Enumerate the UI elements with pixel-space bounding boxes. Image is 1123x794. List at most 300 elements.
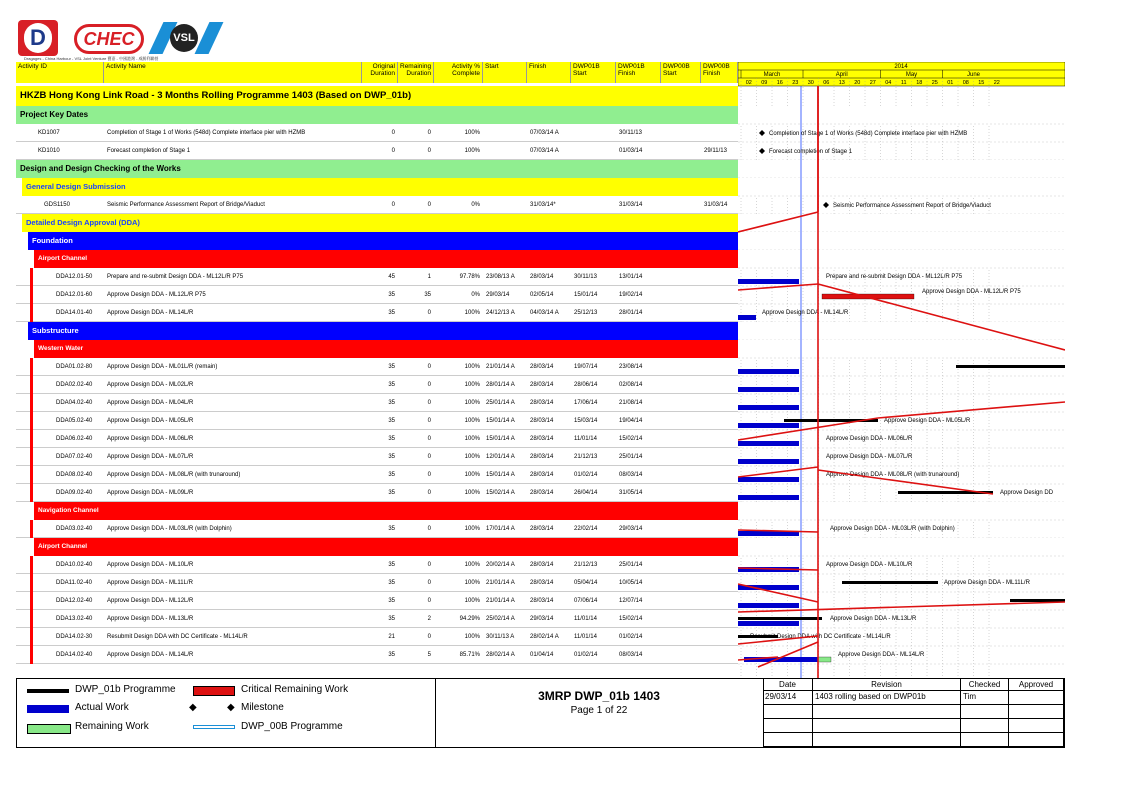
dwp00b-swatch [193,725,235,729]
bar-label: Approve Design DDA - ML08L/R (with trunaround) [826,472,960,478]
wbs-band-label: Airport Channel [38,255,88,262]
cell-start: 21/01/14 A [486,580,515,586]
title-panel [435,679,764,747]
actual-work-bar [738,369,799,374]
cell-rd: 0 [427,598,431,604]
baseline-bar [738,617,822,620]
wbs-band[interactable] [22,178,738,196]
table-row[interactable] [16,556,738,574]
column-header[interactable] [527,62,571,83]
cell-rd: 1 [427,274,431,280]
legend-dwp01b: DWP_01b Programme [75,684,176,695]
cell-s1: 17/06/14 [574,400,598,406]
cell-start: 21/01/14 A [486,364,515,370]
cell-pc: 100% [464,598,480,604]
wbs-indent-bar [30,304,33,322]
gantt-band-row [738,340,1065,358]
wbs-indent-bar [30,610,33,628]
cell-finish: 31/03/14* [530,202,556,208]
cell-finish: 07/03/14 A [530,130,559,136]
week-label: 22 [993,80,1000,86]
cell-od: 0 [391,148,395,154]
cell-rd: 0 [427,400,431,406]
remaining-swatch [27,724,71,734]
cell-f1: 13/01/14 [619,274,643,280]
cell-f1: 01/02/14 [619,634,643,640]
table-row[interactable] [16,430,738,448]
column-header[interactable] [701,62,738,83]
cell-id: DDA06.02-40 [56,436,93,442]
table-row[interactable] [16,646,738,664]
cell-start: 15/01/14 A [486,472,515,478]
cell-id: DDA11.02-40 [56,580,92,586]
gantt-band-row [738,214,1065,232]
actual-swatch [27,705,69,713]
milestone-marker [759,148,765,154]
cell-s1: 19/07/14 [574,364,598,370]
cell-id: DDA14.02-40 [56,652,93,658]
joint-venture-caption: Dragages - China Harbour - VSL Joint Venture 寶嘉 - 中國港灣 - 威勝利聯營 [24,56,159,61]
critical-path-link [878,402,1065,418]
revision-cell [813,733,961,747]
table-row[interactable] [16,196,738,214]
bar-label: Approve Design DDA - ML06L/R [826,436,913,442]
bar-label: Approve Design DDA - ML03L/R (with Dolphin) [830,526,955,532]
cell-pc: 100% [464,490,480,496]
cell-f1: 10/05/14 [619,580,643,586]
revision-value: 1403 rolling based on DWP01b [815,692,926,701]
cell-f1: 25/01/14 [619,562,643,568]
cell-s1: 15/01/14 [574,292,598,298]
cell-od: 35 [388,310,395,316]
cell-pc: 100% [464,436,480,442]
cell-rd: 0 [427,562,431,568]
cell-f1: 29/03/14 [619,526,643,532]
column-header-label: DWP01B Finish [618,63,645,77]
table-row[interactable] [16,142,738,160]
wbs-band-label: Detailed Design Approval (DDA) [26,218,140,227]
actual-work-bar [738,279,799,284]
bar-label: Approve Design DDA - ML07L/R [826,454,913,460]
column-header[interactable] [616,62,661,83]
bar-label: Approve Design DDA - ML10L/R [826,562,913,568]
cell-pc: 85.71% [459,652,480,658]
revision-cell [1009,733,1064,747]
wbs-indent-bar [30,430,33,448]
cell-id: DDA12.02-40 [56,598,93,604]
cell-id: DDA10.02-40 [56,562,93,568]
wbs-indent-bar [30,646,33,664]
table-row[interactable] [16,124,738,142]
cell-id: DDA09.02-40 [56,490,93,496]
cell-start: 15/02/14 A [486,490,515,496]
cell-f0: 31/03/14 [704,202,728,208]
cell-f1: 15/02/14 [619,436,643,442]
cell-name: Approve Design DDA - ML09L/R [107,490,194,496]
cell-name: Approve Design DDA - ML14L/R [107,652,194,658]
cell-pc: 100% [464,382,480,388]
cell-name: Approve Design DDA - ML07L/R [107,454,194,460]
column-header[interactable] [16,62,104,83]
cell-start: 30/11/13 A [486,634,515,640]
actual-work-bar [738,387,799,392]
cell-f1: 31/05/14 [619,490,643,496]
cell-finish: 28/02/14 A [530,634,559,640]
actual-work-bar [738,495,799,500]
wbs-indent-bar [30,628,33,646]
cell-name: Approve Design DDA - ML04L/R [107,400,194,406]
cell-rd: 0 [427,526,431,532]
gantt-band-row [738,160,1065,178]
milestone-marker [759,130,765,136]
cell-rd: 0 [427,310,431,316]
week-label: 02 [745,80,752,86]
cell-rd: 0 [427,202,431,208]
cell-id: KD1010 [38,148,60,154]
actual-work-bar [738,459,799,464]
critical-path-link [738,284,818,290]
cell-finish: 28/03/14 [530,418,554,424]
baseline-bar [842,581,938,584]
actual-work-bar [738,423,799,428]
legend-critical: Critical Remaining Work [241,684,349,695]
cell-s1: 30/11/13 [574,274,597,280]
wbs-indent-bar [30,376,33,394]
week-label: 25 [931,80,938,86]
cell-finish: 28/03/14 [530,562,554,568]
column-header-label: Start [485,63,499,70]
cell-f1: 30/11/13 [619,130,642,136]
cell-start: 21/01/14 A [486,598,515,604]
table-row[interactable] [16,268,738,286]
cell-f1: 28/01/14 [619,310,643,316]
week-label: 04 [885,80,892,86]
week-label: 20 [854,80,861,86]
revision-cell [813,719,961,733]
column-header[interactable] [362,62,398,83]
critical-swatch [193,686,235,696]
cell-finish: 28/03/14 [530,454,554,460]
bar-label: Approve Design DDA - ML12L/R P75 [922,289,1021,295]
cell-rd: 0 [427,634,431,640]
cell-s1: 15/03/14 [574,418,598,424]
remaining-work-bar [818,657,831,662]
cell-finish: 28/03/14 [530,598,554,604]
cell-od: 35 [388,454,395,460]
gantt-band-row [738,178,1065,196]
programme-title-text: HKZB Hong Kong Link Road - 3 Months Rolling Programme 1403 (Based on DWP_01b) [20,90,412,101]
legend-remaining: Remaining Work [75,721,149,732]
cell-id: DDA03.02-40 [56,526,93,532]
bar-label: Forecast completion of Stage 1 [769,149,853,155]
cell-pc: 100% [464,454,480,460]
cell-finish: 28/03/14 [530,472,554,478]
cell-od: 35 [388,580,395,586]
cell-finish: 28/03/14 [530,400,554,406]
cell-od: 35 [388,526,395,532]
milestone-diamond-icon: ◆ [227,702,235,713]
cell-finish: 07/03/14 A [530,148,559,154]
revision-cell [763,733,813,747]
column-header-label: DWP00B Finish [703,63,730,77]
dwp01b-swatch [27,689,69,693]
actual-work-bar [738,477,799,482]
cell-pc: 100% [464,418,480,424]
cell-id: DDA12.01-50 [56,274,93,280]
table-row[interactable] [16,376,738,394]
week-label: 06 [823,80,830,86]
wbs-indent-bar [30,484,33,502]
footer-title: 3MRP DWP_01b 1403 [538,689,660,703]
wbs-band-label: Substructure [32,326,79,335]
cell-id: DDA02.02-40 [56,382,93,388]
cell-od: 35 [388,472,395,478]
cell-od: 35 [388,490,395,496]
cell-id: DDA05.02-40 [56,418,93,424]
cell-name: Approve Design DDA - ML06L/R [107,436,194,442]
cell-od: 35 [388,418,395,424]
column-header-label: Remaining Duration [400,63,432,77]
table-row[interactable] [16,466,738,484]
table-row[interactable] [16,358,738,376]
cell-f1: 23/08/14 [619,364,643,370]
cell-id: KD1007 [38,130,60,136]
cell-id: DDA01.02-80 [56,364,93,370]
wbs-band[interactable] [34,538,738,556]
cell-start: 15/01/14 A [486,436,515,442]
wbs-indent-bar [30,556,33,574]
month-label: May [905,72,918,78]
wbs-band[interactable] [34,250,738,268]
cell-od: 21 [388,634,395,640]
wbs-band-label: Western Water [38,345,84,352]
wbs-band[interactable] [28,232,738,250]
cell-start: 20/02/14 A [486,562,515,568]
cell-finish: 29/03/14 [530,616,554,622]
wbs-band[interactable] [16,106,738,124]
cell-pc: 100% [464,634,480,640]
cell-id: GDS1150 [44,202,70,208]
revision-cell [961,733,1009,747]
cell-name: Seismic Performance Assessment Report of Bridge/Viaduct [107,202,265,208]
revision-header: Checked [961,679,1009,691]
milestone-marker [823,202,829,208]
cell-name: Resubmit Design DDA with DC Certificate - ML14L/R [107,634,248,640]
revision-cell [961,705,1009,719]
bar-label: Approve Design DD [1000,490,1054,496]
cell-name: Approve Design DDA - ML02L/R [107,382,194,388]
cell-finish: 01/04/14 [530,652,554,658]
wbs-indent-bar [30,448,33,466]
cell-pc: 0% [471,202,480,208]
cell-s1: 25/12/13 [574,310,598,316]
table-row[interactable] [16,610,738,628]
column-header[interactable] [398,62,434,83]
cell-name: Approve Design DDA - ML12L/R [107,598,194,604]
revision-table [763,679,1064,747]
revision-cell [763,705,813,719]
cell-f1: 19/02/14 [619,292,643,298]
column-header-label: DWP01B Start [573,63,600,77]
bar-label: Approve Design DDA - ML13L/R [830,616,917,622]
cell-pc: 0% [471,292,480,298]
wbs-band[interactable] [28,322,738,340]
cell-name: Forecast completion of Stage 1 [107,148,191,154]
table-row[interactable] [16,628,738,646]
wbs-indent-bar [30,592,33,610]
cell-start: 12/01/14 A [486,454,515,460]
cell-od: 35 [388,652,395,658]
wbs-band-label: Design and Design Checking of the Works [20,164,181,173]
cell-od: 35 [388,364,395,370]
table-row[interactable] [16,520,738,538]
cell-finish: 28/03/14 [530,382,554,388]
cell-name: Approve Design DDA - ML12L/R P75 [107,292,206,298]
cell-od: 45 [388,274,395,280]
week-label: 08 [962,80,969,86]
column-header[interactable] [571,62,616,83]
revision-cell [1009,719,1064,733]
legend-actual: Actual Work [75,702,129,713]
cell-pc: 100% [464,526,480,532]
bar-label: Seismic Performance Assessment Report of Bridge/Viaduct [833,203,991,209]
bar-label: Prepare and re-submit Design DDA - ML12L/R P75 [826,274,963,280]
table-row[interactable] [16,286,738,304]
revision-header: Approved [1009,679,1064,691]
cell-f1: 19/04/14 [619,418,643,424]
cell-f1: 02/08/14 [619,382,643,388]
table-row[interactable] [16,448,738,466]
revision-value: 29/03/14 [765,692,797,701]
column-header[interactable] [483,62,527,83]
wbs-indent-bar [30,268,33,286]
wbs-band-label: Airport Channel [38,543,88,550]
cell-rd: 0 [427,454,431,460]
week-label: 11 [900,80,907,86]
cell-rd: 0 [427,436,431,442]
week-label: 18 [916,80,923,86]
cell-s1: 21/12/13 [574,454,598,460]
cell-s1: 05/04/14 [574,580,598,586]
cell-id: DDA12.01-60 [56,292,93,298]
cell-id: DDA04.02-40 [56,400,93,406]
bar-label: Approve Design DDA - ML11L/R [944,580,1030,586]
gantt-band-row [738,106,1065,124]
cell-name: Approve Design DDA - ML05L/R [107,418,194,424]
bar-label: Approve Design DDA - ML14L/R [838,652,925,658]
actual-work-bar [738,441,799,446]
month-label: March [763,72,781,78]
revision-header: Date [763,679,813,691]
cell-od: 35 [388,436,395,442]
cell-name: Completion of Stage 1 of Works (548d) Complete interface pier with HZMB [107,130,306,136]
wbs-indent-bar [30,574,33,592]
cell-f1: 25/01/14 [619,454,643,460]
cell-name: Approve Design DDA - ML10L/R [107,562,194,568]
wbs-band[interactable] [34,502,738,520]
cell-name: Approve Design DDA - ML01L/R (remain) [107,364,218,370]
revision-cell [1009,691,1064,705]
actual-work-bar [738,315,756,320]
column-header[interactable] [104,62,362,83]
bar-label: Completion of Stage 1 of Works (548d) Complete interface pier with HZMB [769,131,968,137]
cell-start: 23/08/13 A [486,274,515,280]
column-header-label: Original Duration [370,63,395,77]
cell-finish: 28/03/14 [530,526,554,532]
month-label: June [966,72,981,78]
cell-od: 35 [388,292,395,298]
cell-start: 25/01/14 A [486,400,515,406]
table-row[interactable] [16,394,738,412]
revision-header: Revision [813,679,961,691]
cell-id: DDA08.02-40 [56,472,93,478]
revision-cell [763,719,813,733]
month-label: April [835,72,848,78]
week-label: 30 [807,80,814,86]
revision-cell [813,705,961,719]
cell-f1: 08/03/14 [619,652,643,658]
page-number: Page 1 of 22 [570,705,628,716]
programme-title [16,86,738,106]
cell-id: DDA14.01-40 [56,310,93,316]
revision-cell [961,719,1009,733]
week-label: 01 [947,80,954,86]
column-header-label: Activity % Complete [451,63,480,77]
cell-finish: 28/03/14 [530,580,554,586]
cell-pc: 100% [464,364,480,370]
table-row[interactable] [16,484,738,502]
cell-rd: 0 [427,148,431,154]
revision-value: Tim [963,692,977,701]
gantt-band-row [738,538,1065,556]
table-row[interactable] [16,592,738,610]
cell-rd: 0 [427,130,431,136]
cell-finish: 04/03/14 A [530,310,559,316]
table-row[interactable] [16,574,738,592]
table-row[interactable] [16,304,738,322]
cell-finish: 28/03/14 [530,274,554,280]
table-row[interactable] [16,412,738,430]
wbs-band[interactable] [22,214,738,232]
wbs-band-label: General Design Submission [26,182,126,191]
week-label: 09 [761,80,768,86]
bar-label: Approve Design DDA - ML14L/R [762,310,849,316]
bar-label: Approve Design DDA - ML05L/R [884,418,971,424]
column-header[interactable] [661,62,701,83]
cell-od: 35 [388,562,395,568]
cell-s1: 11/01/14 [574,436,597,442]
column-header-label: Activity Name [106,63,146,70]
cell-s1: 01/02/14 [574,652,598,658]
legend-footer [16,678,1065,748]
cell-pc: 100% [464,580,480,586]
wbs-band-label: Foundation [32,236,73,245]
cell-f1: 12/07/14 [619,598,643,604]
cell-pc: 100% [464,130,480,136]
chec-logo: CHEC [74,24,144,54]
cell-s1: 07/06/14 [574,598,598,604]
dragages-logo: D [18,20,58,56]
company-logos [18,20,218,60]
column-header[interactable] [434,62,483,83]
wbs-band[interactable] [16,160,738,178]
cell-name: Approve Design DDA - ML13L/R [107,616,194,622]
cell-start: 25/02/14 A [486,616,515,622]
cell-start: 28/01/14 A [486,382,515,388]
cell-name: Approve Design DDA - ML14L/R [107,310,194,316]
wbs-band[interactable] [34,340,738,358]
cell-start: 24/12/13 A [486,310,515,316]
